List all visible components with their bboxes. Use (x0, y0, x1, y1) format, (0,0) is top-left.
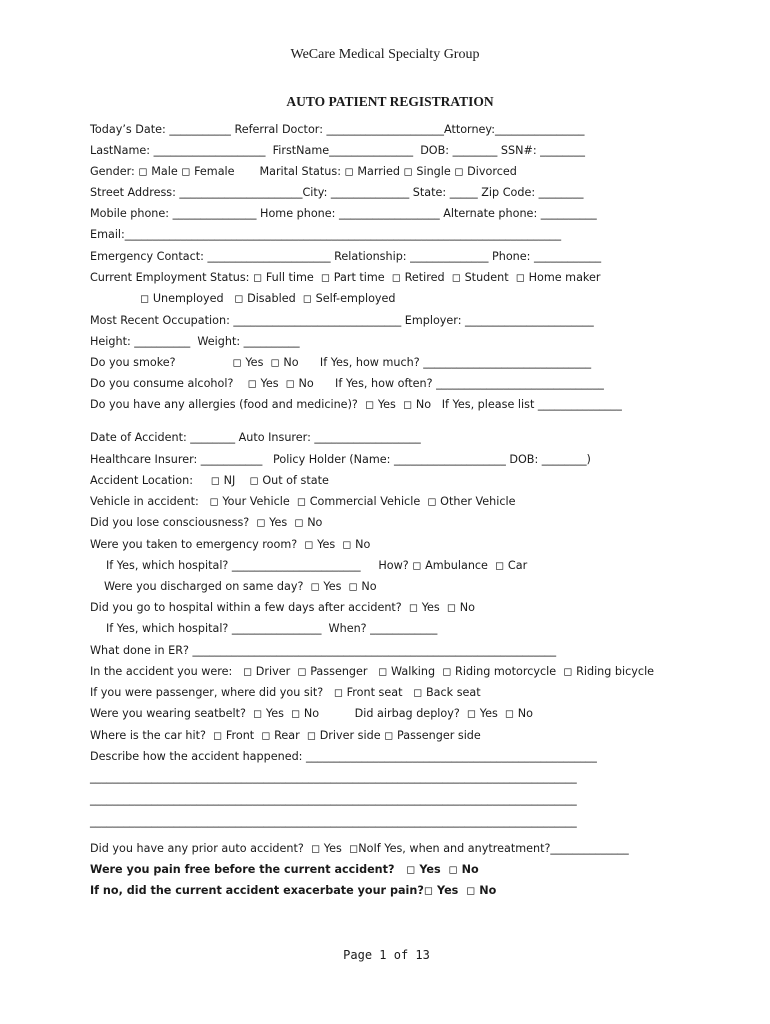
form-line-employment-status[interactable]: Current Employment Status: ◻ Full time ◻ Part time ◻ Retired ◻ Student ◻ Home maker (90, 271, 601, 284)
form-line-allergies[interactable]: Do you have any allergies (food and medicine)? ◻ Yes ◻ No If Yes, please list _______________ (90, 398, 622, 411)
form-line-car-hit[interactable]: Where is the car hit? ◻ Front ◻ Rear ◻ Driver side ◻ Passenger side (90, 729, 481, 742)
form-line-healthcare-insurer[interactable]: Healthcare Insurer: ___________ Policy Holder (Name: ____________________ DOB: ________) (90, 453, 591, 466)
form-line-employment-status-more[interactable]: ◻ Unemployed ◻ Disabled ◻ Self-employed (140, 292, 396, 305)
form-line-emergency-room[interactable]: Were you taken to emergency room? ◻ Yes ◻ No (90, 538, 371, 551)
form-line-blank-1[interactable]: _______________________________________________________________________________________ (90, 771, 577, 784)
form-line-height-weight[interactable]: Height: __________ Weight: __________ (90, 335, 300, 348)
form-line-er-hospital[interactable]: If Yes, which hospital? _______________________ How? ◻ Ambulance ◻ Car (106, 559, 528, 572)
form-line-name[interactable]: LastName: ____________________ FirstName_______________ DOB: ________ SSN#: ________ (90, 144, 585, 157)
form-line-consciousness[interactable]: Did you lose consciousness? ◻ Yes ◻ No (90, 516, 323, 529)
page-number: Page 1 of 13 (343, 948, 430, 962)
form-line-describe-accident[interactable]: Describe how the accident happened: ____________________________________________________ (90, 750, 597, 763)
form-line-accident-location[interactable]: Accident Location: ◻ NJ ◻ Out of state (90, 474, 329, 487)
form-line-passenger-seat[interactable]: If you were passenger, where did you sit? ◻ Front seat ◻ Back seat (90, 686, 481, 699)
form-line-seatbelt-airbag[interactable]: Were you wearing seatbelt? ◻ Yes ◻ No Did airbag deploy? ◻ Yes ◻ No (90, 707, 533, 720)
form-line-alcohol[interactable]: Do you consume alcohol? ◻ Yes ◻ No If Yes, how often? ______________________________ (90, 377, 604, 390)
form-line-hospital-few-days[interactable]: Did you go to hospital within a few days after accident? ◻ Yes ◻ No (90, 601, 475, 614)
form-line-er-done[interactable]: What done in ER? _________________________________________________________________ (90, 644, 557, 657)
form-line-vehicle[interactable]: Vehicle in accident: ◻ Your Vehicle ◻ Commercial Vehicle ◻ Other Vehicle (90, 495, 516, 508)
form-line-exacerbate[interactable]: If no, did the current accident exacerbate your pain?◻ Yes ◻ No (90, 884, 497, 897)
form-line-dates[interactable]: Today’s Date: ___________ Referral Doctor: _____________________Attorney:________________ (90, 123, 585, 136)
form-line-which-hospital[interactable]: If Yes, which hospital? ________________ When? ____________ (106, 622, 438, 635)
form-line-discharged[interactable]: Were you discharged on same day? ◻ Yes ◻ No (104, 580, 377, 593)
form-line-emergency-contact[interactable]: Emergency Contact: ______________________ Relationship: ______________ Phone: ____________ (90, 250, 602, 263)
form-line-blank-3[interactable]: _______________________________________________________________________________________ (90, 815, 577, 828)
form-title: AUTO PATIENT REGISTRATION (286, 94, 494, 109)
form-line-accident-date[interactable]: Date of Accident: ________ Auto Insurer: ___________________ (90, 431, 421, 444)
organization-name: WeCare Medical Specialty Group (290, 47, 480, 62)
form-line-address[interactable]: Street Address: ______________________City: ______________ State: _____ Zip Code: ________ (90, 186, 584, 199)
form-line-email[interactable]: Email:______________________________________________________________________________ (90, 228, 562, 241)
form-line-gender-marital[interactable]: Gender: ◻ Male ◻ Female Marital Status: ◻ Married ◻ Single ◻ Divorced (90, 165, 517, 178)
form-line-blank-2[interactable]: _______________________________________________________________________________________ (90, 793, 577, 806)
form-line-smoke[interactable]: Do you smoke? ◻ Yes ◻ No If Yes, how much? ______________________________ (90, 356, 592, 369)
form-line-prior-accident[interactable]: Did you have any prior auto accident? ◻ Yes ◻NoIf Yes, when and anytreatment?______________ (90, 842, 629, 855)
form-line-phones[interactable]: Mobile phone: _______________ Home phone: __________________ Alternate phone: __________ (90, 207, 597, 220)
form-line-occupation[interactable]: Most Recent Occupation: ______________________________ Employer: _______________________ (90, 314, 594, 327)
form-line-pain-free[interactable]: Were you pain free before the current accident? ◻ Yes ◻ No (90, 863, 479, 876)
form-line-role-in-accident[interactable]: In the accident you were: ◻ Driver ◻ Passenger ◻ Walking ◻ Riding motorcycle ◻ Riding bicycle (90, 665, 655, 678)
